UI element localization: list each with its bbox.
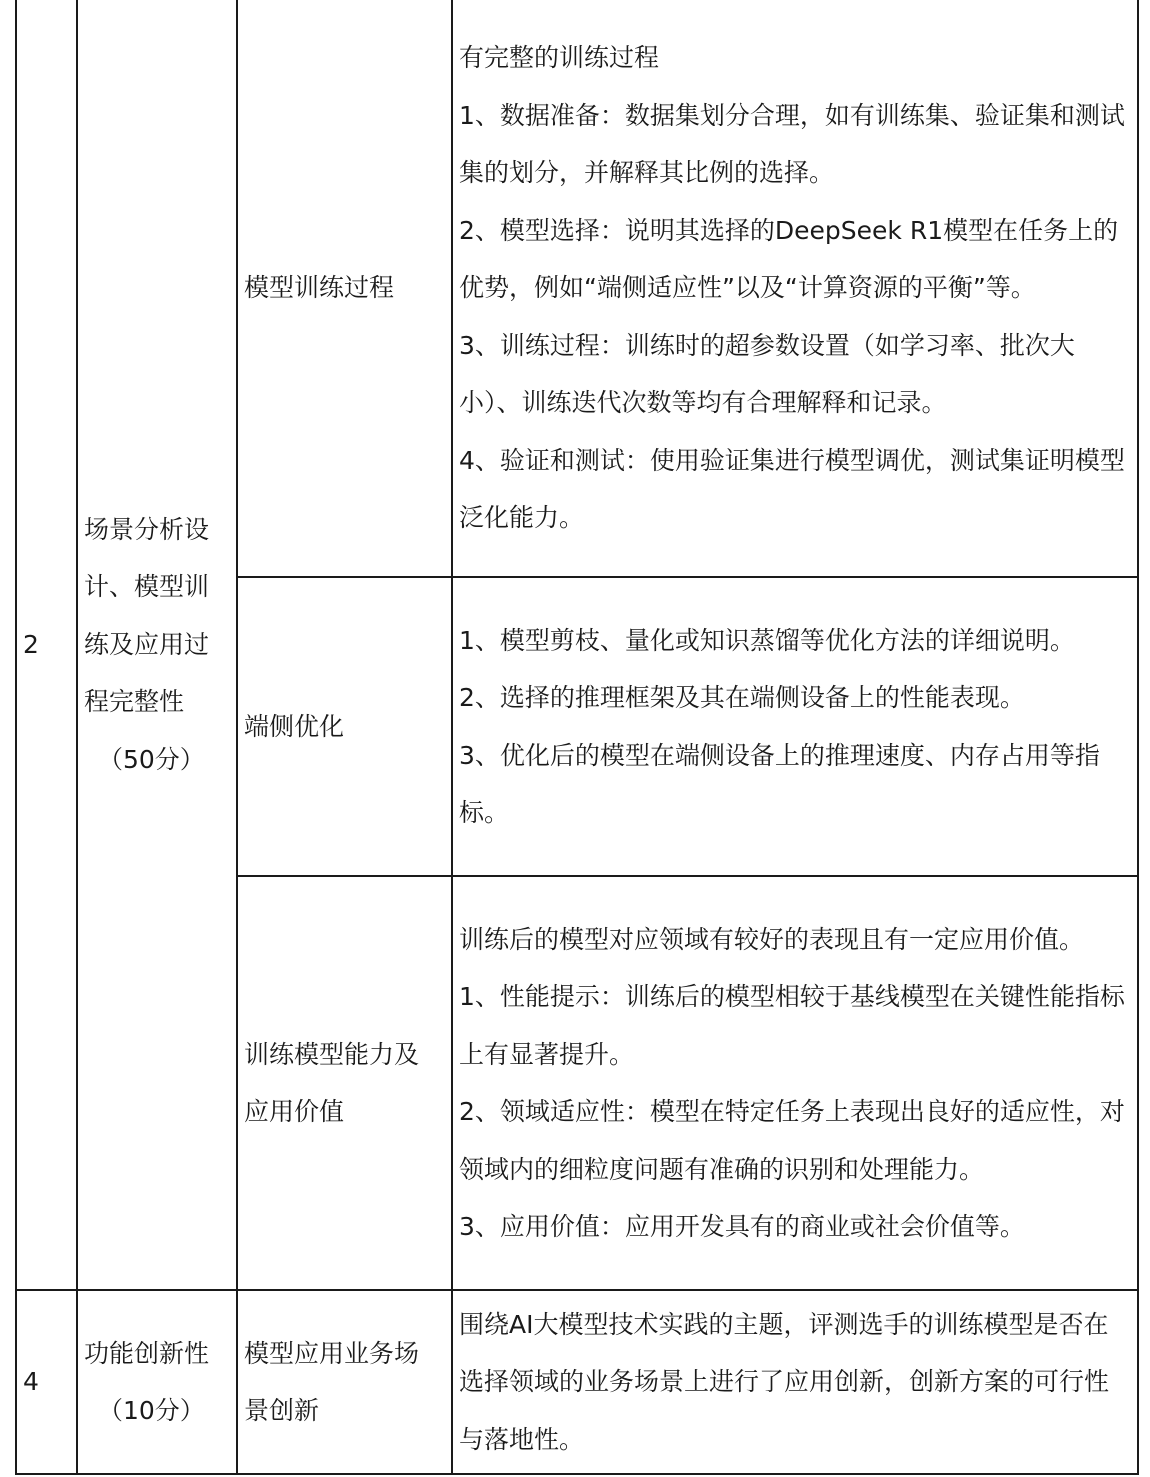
item-name: 训练模型能力及 bbox=[244, 1039, 420, 1069]
item-name-cell bbox=[237, 1290, 452, 1474]
item-name: 端侧优化 bbox=[244, 711, 345, 741]
dimension-cell bbox=[77, 1290, 237, 1474]
description-paragraph: 训练后的模型对应领域有较好的表现且有一定应用价值。 bbox=[459, 924, 1085, 954]
description-paragraph: 3、优化后的模型在端侧设备上的推理速度、内存占用等指标。 bbox=[459, 740, 1100, 827]
item-description-cell bbox=[452, 1290, 1138, 1474]
dimension-line: 功能创新性 bbox=[84, 1338, 210, 1368]
dimension-cell bbox=[77, 0, 237, 1290]
item-name: 应用价值 bbox=[244, 1097, 345, 1126]
description-paragraph: 1、数据准备：数据集划分合理，如有训练集、验证集和测试集的划分，并解释其比例的选择。 bbox=[459, 100, 1125, 188]
description-paragraph: 1、模型剪枝、量化或知识蒸馏等优化方法的详细说明。 bbox=[459, 625, 1075, 655]
dimension-line: 计、模型训 bbox=[84, 572, 210, 602]
description-paragraph: 4、验证和测试：使用验证集进行模型调优，测试集证明模型泛化能力。 bbox=[459, 445, 1125, 533]
dimension-line: 场景分析设 bbox=[84, 514, 210, 544]
item-name: 模型应用业务场 bbox=[244, 1338, 420, 1368]
item-name: 模型训练过程 bbox=[244, 273, 395, 303]
description-paragraph: 3、训练过程：训练时的超参数设置（如学习率、批次大小）、训练迭代次数等均有合理解释和记录。 bbox=[459, 330, 1075, 418]
item-name: 景创新 bbox=[244, 1396, 320, 1425]
item-name-cell bbox=[237, 0, 452, 577]
item-description-cell bbox=[452, 577, 1138, 876]
item-description-cell bbox=[452, 876, 1138, 1290]
description-paragraph: 有完整的训练过程 bbox=[459, 43, 660, 73]
table-row bbox=[16, 1290, 1138, 1474]
dimension-line: 程完整性 bbox=[84, 687, 185, 717]
item-name-cell bbox=[237, 876, 452, 1290]
table-row bbox=[16, 0, 1138, 577]
item-description-cell bbox=[452, 0, 1138, 577]
description-paragraph: 围绕AI大模型技术实践的主题，评测选手的训练模型是否在选择领域的业务场景上进行了应用创新，创新方案的可行性与落地性。 bbox=[459, 1309, 1110, 1454]
dimension-line: 练及应用过 bbox=[84, 629, 210, 659]
row-number: 2 bbox=[16, 0, 77, 1290]
dimension-score: （50分） bbox=[98, 744, 205, 774]
item-name-cell bbox=[237, 577, 452, 876]
description-paragraph: 2、领域适应性：模型在特定任务上表现出良好的适应性，对领域内的细粒度问题有准确的识别和处理能力。 bbox=[459, 1097, 1125, 1184]
scoring-rubric-table bbox=[15, 0, 1139, 1475]
description-paragraph: 3、应用价值：应用开发具有的商业或社会价值等。 bbox=[459, 1212, 1025, 1241]
description-paragraph: 2、模型选择：说明其选择的DeepSeek R1模型在任务上的优势，例如“端侧适应性”以及“计算资源的平衡”等。 bbox=[459, 215, 1119, 303]
dimension-score: （10分） bbox=[98, 1396, 205, 1425]
description-paragraph: 1、性能提示：训练后的模型相较于基线模型在关键性能指标上有显著提升。 bbox=[459, 982, 1125, 1069]
description-paragraph: 2、选择的推理框架及其在端侧设备上的性能表现。 bbox=[459, 683, 1025, 712]
row-number: 4 bbox=[16, 1290, 77, 1474]
